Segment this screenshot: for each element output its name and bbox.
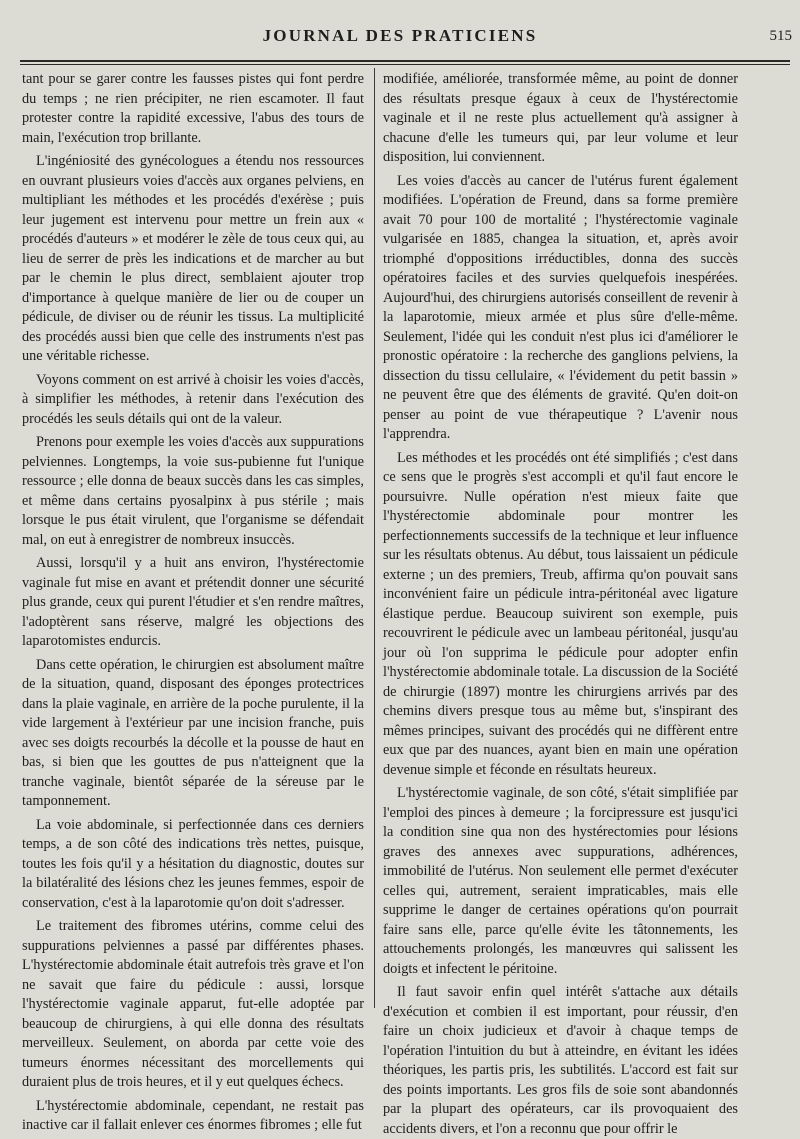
- page-header: [0, 26, 800, 56]
- header-rule-thin: [20, 64, 790, 65]
- running-title: JOURNAL DES PRATICIENS: [262, 26, 538, 45]
- paragraph: tant pour se garer contre les fausses pistes qui font perdre du temps ; ne rien précipiter, ne rien escamoter. Il faut protester contre la rapidité excessive, l'abus des tours de main, l'exécution trop brillante.: [22, 71, 364, 146]
- paragraph: L'ingéniosité des gynécologues a étendu nos ressources en ouvrant plusieurs voies d'accès aux organes pelviens, en multipliant les méthodes et les procédés d'exérèse ; puis leur jugement est intervenu pour mettre un frein aux « procédés d'auteurs » et modérer le zèle de tous ceux qui, au lieu de serrer de près les indications et de marcher au but par le chemin le plus direct, semblaient ajouter trop d'importance à quelque manière de lier ou de couper un pédicule, de diviser ou de réunir les tissus. La multiplicité des procédés aussi bien que celle des instruments n'est pas une véritable richesse.: [22, 153, 364, 364]
- paragraph: Voyons comment on est arrivé à choisir les voies d'accès, à simplifier les méthodes, à retenir dans l'exécution des procédés les seuls détails qui ont de la valeur.: [22, 371, 364, 427]
- paragraph: L'hystérectomie abdominale, cependant, ne restait pas inactive car il fallait enlever ces énormes fibromes ; elle fut: [22, 1097, 364, 1133]
- paragraph: La voie abdominale, si perfectionnée dans ces derniers temps, a de son côté des indications très nettes, puisque, toutes les fois qu'il y a hésitation du diagnostic, doutes sur la bilatéralité des lésions chez les jeunes femmes, espoir de conservation, c'est à la laparotomie qu'on doit s'adresser.: [22, 816, 364, 911]
- left-column: [22, 70, 364, 1133]
- paragraph: modifiée, améliorée, transformée même, au point de donner des résultats presque égaux à ceux de l'hystérectomie vaginale et il ne reste plus actuellement qu'à assigner à chacune d'elle les tumeurs qui, par leur volume et leur disposition, lui conviennent.: [383, 71, 738, 165]
- paragraph: Prenons pour exemple les voies d'accès aux suppurations pelviennes. Longtemps, la voie sus-pubienne fut l'unique ressource ; elle donna de beaux succès dans les cas simples, et même dans certains pyosalpinx à pus stérile ; mais lorsque le pus était virulent, que l'organisme se défendait mal, on eut à enregistrer de nombreux insuccès.: [22, 434, 364, 548]
- paragraph: Aussi, lorsqu'il y a huit ans environ, l'hystérectomie vaginale fut mise en avant et prétendit donner une sécurité plus grande, ceux qui purent l'étudier et s'en rendre maîtres, l'adoptèrent sans réserve, malgré les objections des laparotomistes endurcis.: [22, 555, 364, 649]
- header-rule: [20, 60, 790, 62]
- paragraph: Dans cette opération, le chirurgien est absolument maître de la situation, quand, disposant des éponges protectrices dans la plaie vaginale, en arrière de la poche purulente, il la vide largement à l'extérieur par une incision franche, puis avec ses doigts recourbés la décolle et la pousse de haut en bas, si bien que les gouttes de pus n'atteignent que la tranche vaginale, bientôt séparée de la séreuse par le tamponnement.: [22, 656, 364, 809]
- page-number: 515: [769, 28, 792, 44]
- paragraph: Les méthodes et les procédés ont été simplifiés ; c'est dans ce sens que le progrès s'est accompli et qu'il faut encore le poursuivre. Nulle opération n'est mieux faite que l'hystérectomie abdominale pour montrer les perfectionnements successifs de la technique et leur influence sur les résultats obtenus. Au début, tous laissaient un pédicule externe ; un des premiers, Treub, affirma qu'on pouvait sans inconvénient faire un pédicule intra-péritonéal avec ligature élastique perdue. Beaucoup suivirent son exemple, puis recouvrirent le pédicule avec un lambeau péritonéal, jusqu'au jour où l'on supprima le pédicule pour adopter enfin l'hystérectomie abdominale totale. La discussion de la Société de chirurgie (1897) montre les chirurgiens arrivés par des chemins divers presque tous au même but, s'inspirant des mêmes principes, suivant des procédés qui ne diffèrent entre eux que par des nuances, ayant bien en main une opération devenue simple et féconde en résultats heureux.: [383, 449, 738, 778]
- paragraph: Les voies d'accès au cancer de l'utérus furent également modifiées. L'opération de Freund, dans sa forme première avait 70 pour 100 de mortalité ; l'hystérectomie vaginale vulgarisée en 1885, changea la situation, et, après avoir triomphé d'oppositions irréductibles, donna des succès opératoires faciles et des survies quelquefois inespérées. Aujourd'hui, des chirurgiens autorisés conseillent de revenir à la laparotomie, mieux armée et plus sûre d'elle-même. Seulement, l'idée qui les conduit n'est plus ici d'améliorer le pronostic opératoire : la recherche des ganglions pelviens, la dissection du tissu cellulaire, « l'évidement du petit bassin » ne peuvent être que des éléments de gravité. Qu'en doit-on penser au point de vue thérapeutique ? L'avenir nous l'apprendra.: [383, 172, 738, 442]
- right-column: [383, 70, 738, 1137]
- column-divider: [374, 68, 375, 1008]
- paragraph: Il faut savoir enfin quel intérêt s'attache aux détails d'exécution et combien il est important, pour réussir, d'en faire un choix judicieux et d'avoir à chaque temps de l'opération l'intuition du but à atteindre, en évitant les idées théoriques, les partis pris, les subtilités. L'accord est fait sur des points importants. Les gros fils de soie sont abandonnés par la plupart des opérateurs, car ils provoquaient des accidents divers, et l'on a reconnu que pour offrir le: [383, 984, 738, 1137]
- paragraph: Le traitement des fibromes utérins, comme celui des suppurations pelviennes a passé par différentes phases. L'hystérectomie abdominale était autrefois très grave et l'on ne savait que faire du pédicule : aussi, lorsque l'hystérectomie vaginale apparut, fut-elle adoptée par beaucoup de chirurgiens, à qui elle donna des résultats merveilleux. Seulement, on aborda par cette voie des tumeurs énormes nécessitant des morcellements qui duraient plus de trois heures, et il y eut quelques échecs.: [22, 918, 364, 1090]
- paragraph: L'hystérectomie vaginale, de son côté, s'était simplifiée par l'emploi des pinces à demeure ; la forcipressure est jusqu'ici la condition sine qua non des hystérectomies pour lésions graves des annexes avec suppurations, adhérences, immobilité de l'utérus. Non seulement elle permet d'exécuter celles qui, autrement, seraient impraticables, mais elle supprime le danger de certaines opérations qu'on pourrait faire sans elle, parce qu'elle évite les tâtonnements, les attouchements prolongés, les manœuvres qui salissent les doigts et infectent le péritoine.: [383, 785, 738, 977]
